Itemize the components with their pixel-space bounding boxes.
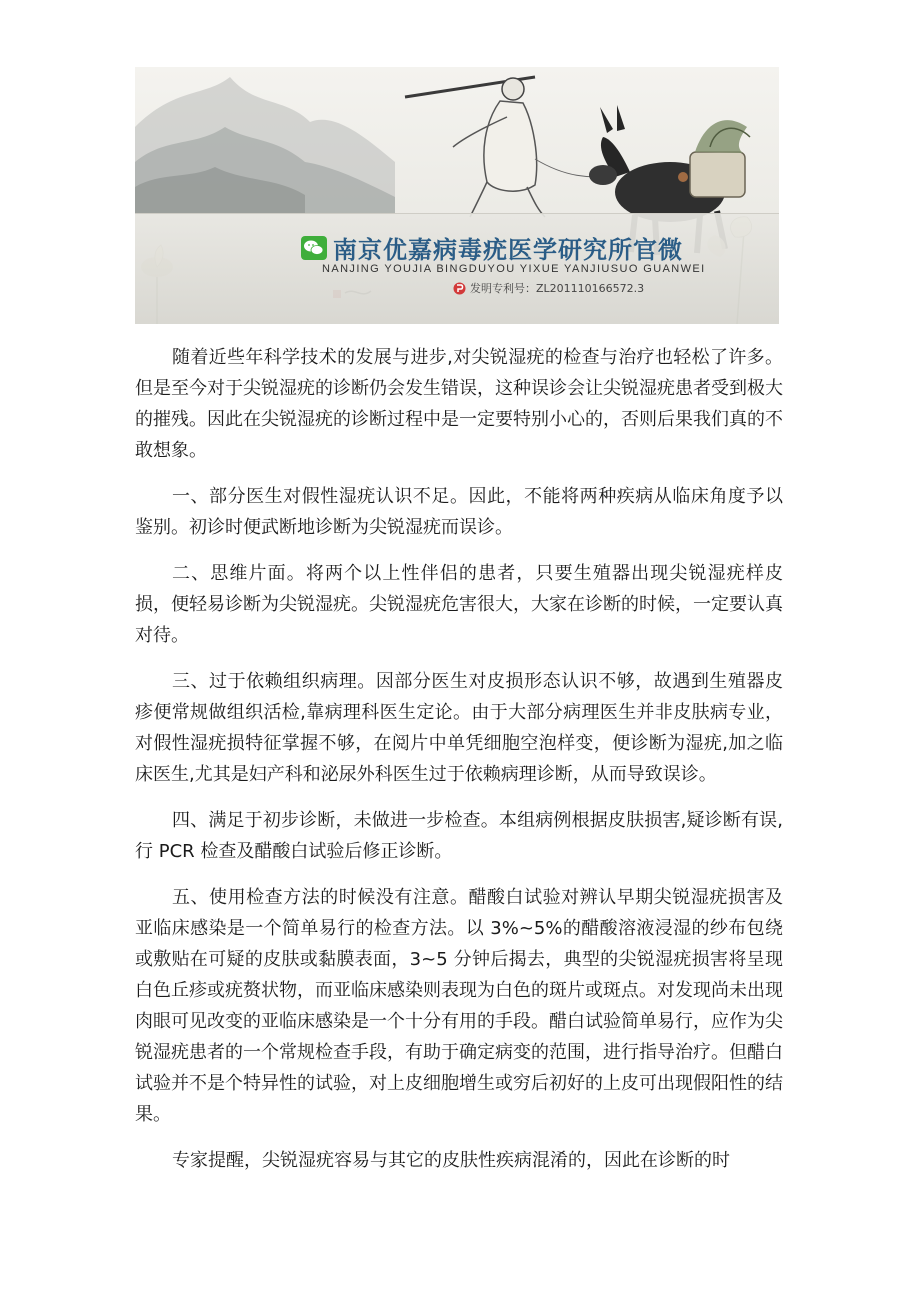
paragraph-point-3: 三、过于依赖组织病理。因部分医生对皮损形态认识不够，故遇到生殖器皮疹便常规做组织活检,靠病理科医生定论。由于大部分病理医生并非皮肤病专业，对假性湿疣损特征掌握不够，在阅片中单凭细胞空泡样变，便诊断为湿疣,加之临床医生,尤其是妇产科和泌尿外科医生过于依赖病理诊断，从而导致误诊。: [135, 671, 783, 785]
patent-number: ZL201110166572.3: [536, 281, 645, 295]
article-body: [135, 342, 783, 1191]
wechat-icon: [301, 236, 327, 260]
paragraph-expert-reminder: 专家提醒，尖锐湿疣容易与其它的皮肤性疾病混淆的，因此在诊断的时: [172, 1150, 730, 1171]
banner-title-row: [301, 230, 683, 265]
paragraph-intro: 随着近些年科学技术的发展与进步,对尖锐湿疣的检查与治疗也轻松了许多。但是至今对于尖锐湿疣的诊断仍会发生错误，这种误诊会让尖锐湿疣患者受到极大的摧残。因此在尖锐湿疣的诊断过程中是一定要特别小心的，否则后果我们真的不敢想象。: [135, 347, 783, 461]
banner-subtitle: NANJING YOUJIA BINGDUYOU YIXUE YANJIUSUO GUANWEI: [322, 263, 706, 275]
patent-icon: [453, 282, 466, 295]
banner-title: 南京优嘉病毒疣医学研究所官微: [333, 235, 683, 264]
paragraph-point-4: 四、满足于初步诊断，未做进一步检查。本组病例根据皮肤损害,疑诊断有误,行 PCR 检查及醋酸白试验后修正诊断。: [135, 810, 783, 862]
paragraph-point-2: 二、思维片面。将两个以上性伴侣的患者，只要生殖器出现尖锐湿疣样皮损，便轻易诊断为尖锐湿疣。尖锐湿疣危害很大，大家在诊断的时候，一定要认真对待。: [135, 563, 783, 646]
patent-info: [453, 280, 644, 296]
patent-label: 发明专利号：: [470, 282, 536, 295]
header-banner: [135, 67, 779, 324]
paragraph-point-1: 一、部分医生对假性湿疣认识不足。因此，不能将两种疾病从临床角度予以鉴别。初诊时便武断地诊断为尖锐湿疣而误诊。: [135, 486, 783, 538]
paragraph-point-5: 五、使用检查方法的时候没有注意。醋酸白试验对辨认早期尖锐湿疣损害及亚临床感染是一个简单易行的检查方法。以 3%~5%的醋酸溶液浸湿的纱布包绕或敷贴在可疑的皮肤或黏膜表面，3~5 分钟后揭去，典型的尖锐湿疣损害将呈现白色丘疹或疣赘状物，而亚临床感染则表现为白色的斑片或斑点。对发现尚未出现肉眼可见改变的亚临床感染是一个十分有用的手段。醋白试验简单易行，应作为尖锐湿疣患者的一个常规检查手段，有助于确定病变的范围，进行指导治疗。但醋白试验并不是个特异性的试验，对上皮细胞增生或穷后初好的上皮可出现假阳性的结果。: [135, 887, 783, 1125]
